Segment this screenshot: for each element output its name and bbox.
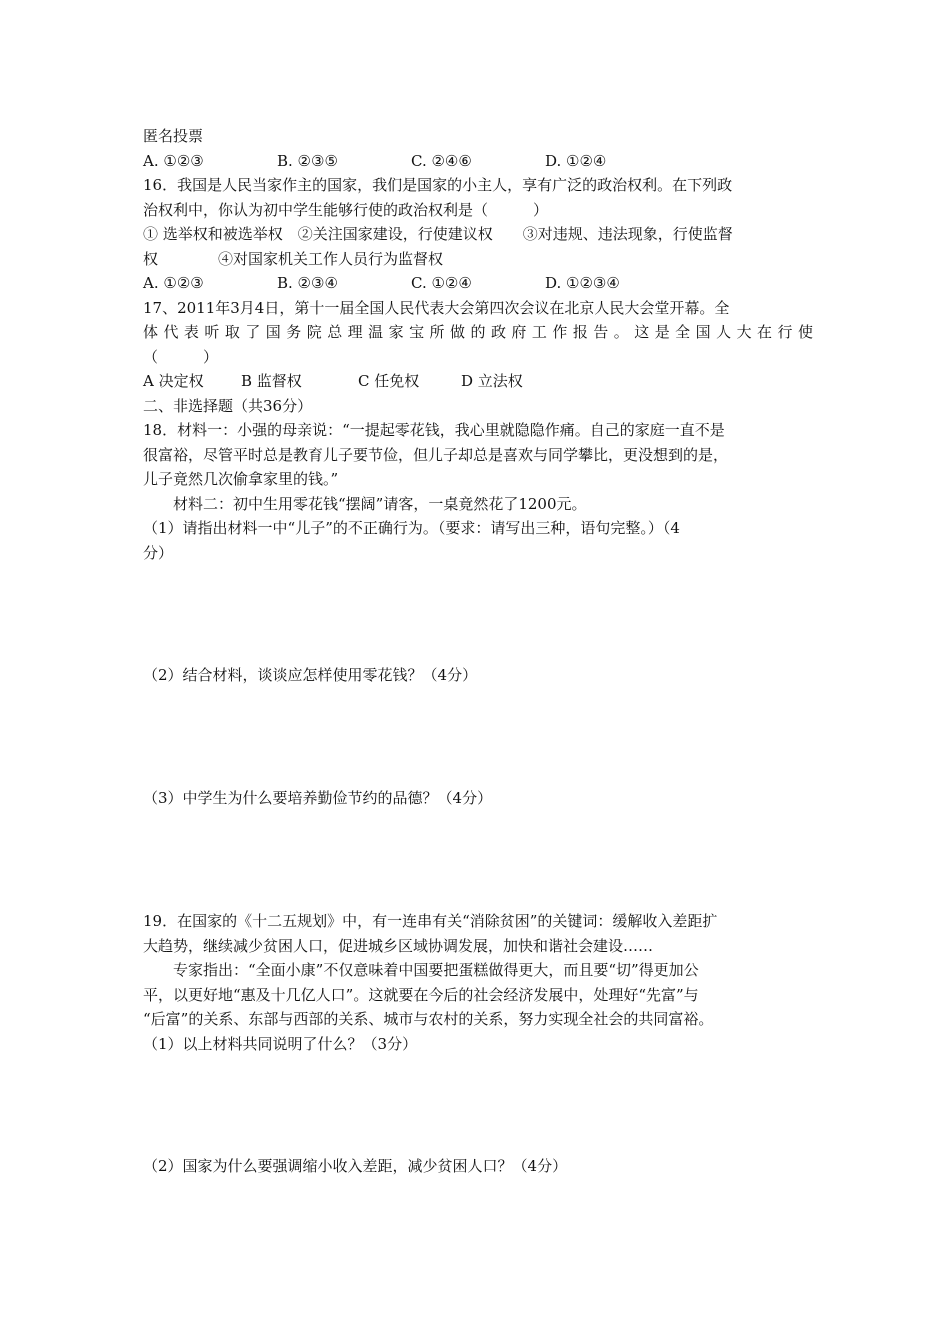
- q17-option-a: A 决定权: [143, 372, 204, 390]
- section2-heading: 二、非选择题（共36分）: [143, 396, 313, 415]
- q17-stem-line3: （ ）: [143, 347, 219, 366]
- q19-para2-line1: 专家指出：“全面小康”不仅意味着中国要把蛋糕做得更大，而且要“切”得更加公: [173, 961, 699, 979]
- q18-sub3-answer-space: [143, 810, 813, 909]
- q19-para2-line2: 平，以更好地“惠及十几亿人口”。这就要在今后的社会经济发展中，处理好“先富”与: [143, 985, 699, 1004]
- q18-sub2: （2）结合材料，谈谈应怎样使用零花钱？（4分）: [143, 666, 478, 684]
- q18-sub2-answer-space: [143, 688, 813, 786]
- q18-material1-line1: 18．材料一：小强的母亲说：“一提起零花钱，我心里就隐隐作痛。自己的家庭一直不是: [143, 421, 725, 439]
- q19-sub2: （2）国家为什么要强调缩小收入差距，减少贫困人口？（4分）: [143, 1157, 568, 1175]
- q18-material2: 材料二：初中生用零花钱“摆阔”请客，一桌竟然花了1200元。: [173, 494, 587, 513]
- q18-sub1-line1: （1）请指出材料一中“儿子”的不正确行为。（要求：请写出三种，语句完整。）（4: [143, 519, 680, 537]
- q16-option-b: B. ②③④: [277, 274, 338, 292]
- q18-material1-line2: 很富裕，尽管平时总是教育儿子要节俭，但儿子却总是喜欢与同学攀比，更没想到的是，: [143, 445, 729, 464]
- q19-sub1-answer-space: [143, 1056, 813, 1154]
- q17-options: [143, 369, 813, 394]
- q16-item-line3: ① 选举权和被选举权 ②关注国家建设，行使建议权 ③对违规、违法现象，行使监督: [143, 225, 733, 243]
- q19-stem-line1: 19．在国家的《十二五规划》中，有一连串有关“消除贫困”的关键词：缓解收入差距扩: [143, 912, 718, 930]
- q18-sub3: （3）中学生为什么要培养勤俭节约的品德？（4分）: [143, 788, 493, 807]
- q19-para2-line3: “后富”的关系、东部与西部的关系、城市与农村的关系，努力实现全社会的共同富裕。: [143, 1010, 714, 1028]
- q17-stem-line1: 17、2011年3月4日，第十一届全国人民代表大会第四次会议在北京人民大会堂开幕。全: [143, 298, 730, 317]
- q16-stem-line2: 治权利中，你认为初中学生能够行使的政治权利是（ ）: [143, 200, 549, 219]
- q18-sub1-line2: 分）: [143, 543, 174, 562]
- q17-stem-line2: 体代表听取了国务院总理温家宝所做的政府工作报告。这是全国人大在行使: [143, 323, 813, 341]
- q16-option-c: C. ①②④: [411, 274, 472, 292]
- q16-item-line4: 权 ④对国家机关工作人员行为监督权: [143, 249, 444, 268]
- q17-option-d: D 立法权: [461, 372, 523, 390]
- q15-option-d: D. ①②④: [545, 151, 607, 170]
- q19-stem-line2: 大趋势，继续减少贫困人口，促进城乡区域协调发展，加快和谐社会建设……: [143, 936, 654, 955]
- q15-option-b: B. ②③⑤: [277, 151, 338, 170]
- q18-sub1-answer-space: [143, 565, 813, 663]
- q16-option-d: D. ①②③④: [545, 274, 620, 292]
- q15-option-c: C. ②④⑥: [411, 151, 472, 170]
- q17-option-c: C 任免权: [358, 372, 420, 390]
- q16-option-a: A. ①②③: [143, 274, 204, 292]
- q16-options: [143, 271, 813, 296]
- q16-stem-line1: 16．我国是人民当家作主的国家，我们是国家的小主人，享有广泛的政治权利。在下列政: [143, 176, 733, 194]
- q15-tail-text: 匿名投票: [143, 127, 204, 145]
- q19-sub1: （1）以上材料共同说明了什么？（3分）: [143, 1034, 418, 1053]
- exam-page: [143, 124, 813, 1179]
- q15-options: [143, 149, 813, 174]
- q15-option-a: A. ①②③: [143, 151, 204, 170]
- q17-option-b: B 监督权: [241, 372, 302, 390]
- q18-material1-line3: 儿子竟然几次偷拿家里的钱。”: [143, 470, 339, 488]
